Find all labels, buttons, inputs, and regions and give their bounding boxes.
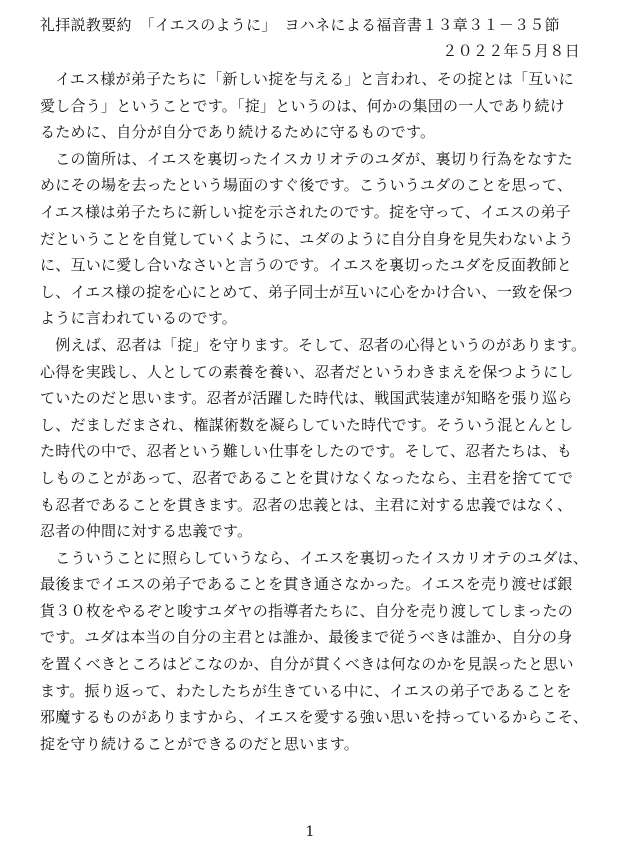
text-line: 例えば、忍者は「掟」を守ります。そして、忍者の心得というのがあります。 bbox=[40, 335, 587, 354]
text-line: ように言われているのです。 bbox=[40, 309, 238, 328]
text-line: 心得を実践し、人としての素養を養い、忍者だというわきまえを保つようにし bbox=[40, 362, 574, 381]
text-line: るために、自分が自分であり続けるために守るものです。 bbox=[40, 123, 436, 142]
text-line: 掟を守り続けることができるのだと思います。 bbox=[40, 734, 360, 753]
text-line: 邪魔するものがありますから、イエスを愛する強い思いを持っているからこそ、 bbox=[40, 708, 589, 727]
text-line: ます。振り返って、わたしたちが生きている中に、イエスの弟子であることを bbox=[40, 681, 572, 700]
text-line: だということを自覚していくように、ユダのように自分自身を見失わないよう bbox=[40, 229, 574, 248]
sermon-title: 礼拝説教要約 「イエスのように」 ヨハネによる福音書１３章３１－３５節 bbox=[40, 16, 560, 34]
text-line: た時代の中で、忍者という難しい仕事をしたのです。そして、忍者たちは、も bbox=[40, 442, 572, 461]
text-line: しものことがあって、忍者であることを貫けなくなったなら、主君を捨ててで bbox=[40, 468, 574, 487]
text-line: 貨３０枚をやるぞと唆すユダヤの指導者たちに、自分を売り渡してしまったの bbox=[40, 601, 574, 620]
text-line: 忍者の仲間に対する忠義です。 bbox=[40, 522, 253, 541]
text-line: この箇所は、イエスを裏切ったイスカリオテのユダが、裏切り行為をなすた bbox=[40, 149, 573, 168]
text-line: し、だましだまされ、権謀術数を凝らしていた時代です。そういう混とんとし bbox=[40, 415, 574, 434]
text-line: です。ユダは本当の自分の主君とは誰か、最後まで従うべきは誰か、自分の身 bbox=[40, 628, 573, 647]
text-line: を置くべきところはどこなのか、自分が貫くべきは何なのかを見誤ったと思い bbox=[40, 655, 574, 674]
sermon-date: ２０２２年５月８日 bbox=[442, 42, 580, 60]
text-line: し、イエス様の掟を心にとめて、弟子同士が互いに心をかけ合い、一致を保つ bbox=[40, 282, 573, 301]
text-line: めにその場を去ったという場面のすぐ後です。こういうユダのことを思って、 bbox=[40, 176, 573, 195]
text-line: に、互いに愛し合いなさいと言うのです。イエスを裏切ったユダを反面教師と bbox=[40, 256, 572, 275]
sermon-body bbox=[40, 66, 589, 757]
text-line: こういうことに照らしていうなら、イエスを裏切ったイスカリオテのユダは、 bbox=[40, 548, 589, 567]
text-line: 最後までイエスの弟子であることを貫き通さなかった。イエスを売り渡せば銀 bbox=[40, 575, 573, 594]
text-line: ていたのだと思います。忍者が活躍した時代は、戦国武装達が知略を張り巡ら bbox=[40, 389, 573, 408]
page-number: 1 bbox=[305, 824, 315, 840]
text-line: イエス様は弟子たちに新しい掟を示されたのです。掟を守って、イエスの弟子 bbox=[40, 202, 572, 221]
text-line: も忍者であることを貫きます。忍者の忠義とは、主君に対する忠義ではなく、 bbox=[40, 495, 573, 514]
text-line: イエス様が弟子たちに「新しい掟を与える」と言われ、その掟とは「互いに bbox=[40, 70, 575, 88]
text-line: 愛し合う」ということです。「掟」というのは、何かの集団の一人であり続け bbox=[40, 96, 566, 115]
